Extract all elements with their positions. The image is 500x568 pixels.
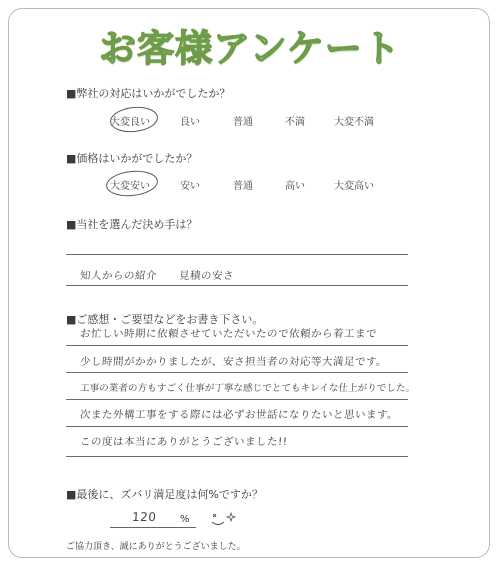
question-satisfaction: ■最後に、ズバリ満足度は何%ですか？ (66, 488, 263, 501)
option-price-cheap: 安い (180, 181, 200, 192)
option-price-expensive: 高い (285, 181, 305, 192)
handwritten-comment: お忙しい時期に依頼させていただいたので依頼から着工まで (79, 328, 378, 340)
option-service-very-dissatisfied: 大変不満 (334, 117, 374, 128)
handwritten-comment: 次また外構工事をする際には必ずお世話になりたいと思います。 (79, 409, 399, 421)
answer-line (66, 426, 408, 427)
option-price-very-expensive: 大変高い (334, 181, 374, 192)
handwritten-comment: 少し時間がかかりましたが、安さ担当者の対応等大満足です。 (79, 356, 388, 368)
answer-line (66, 254, 408, 255)
option-service-dissatisfied: 不満 (285, 117, 305, 128)
question-deciding-factor: ■当社を選んだ決め手は？ (66, 218, 198, 231)
question-comments: ■ご感想・ご要望などをお書き下さい。 (66, 313, 264, 326)
percent-sign: % (180, 514, 190, 525)
satisfaction-value: 120 (131, 510, 157, 524)
answer-line (110, 527, 196, 528)
thank-you-note: ご協力頂き、誠にありがとうございました。 (66, 542, 246, 552)
answer-line (66, 399, 408, 400)
option-service-very-good: 大変良い (110, 117, 150, 128)
option-price-normal: 普通 (233, 181, 253, 192)
question-service: ■弊社の対応はいかがでしたか？ (66, 87, 231, 100)
answer-line (66, 372, 408, 373)
answer-line (66, 345, 408, 346)
survey-title: お客様アンケート (99, 27, 401, 70)
question-price: ■価格はいかがでしたか？ (66, 152, 198, 165)
option-price-very-cheap: 大変安い (110, 181, 150, 192)
handwritten-answer: 知人からの紹介 見積の安さ (79, 270, 235, 282)
option-service-good: 良い (180, 117, 200, 128)
handwritten-comment: 工事の業者の方もすごく仕事が丁寧な感じでとてもキレイな仕上がりでした。 (79, 383, 416, 394)
option-service-normal: 普通 (233, 117, 253, 128)
handwritten-comment: この度は本当にありがとうございました!! (79, 436, 288, 448)
smiley-doodle-icon (210, 510, 238, 528)
answer-line (66, 285, 408, 286)
answer-line (66, 456, 408, 457)
